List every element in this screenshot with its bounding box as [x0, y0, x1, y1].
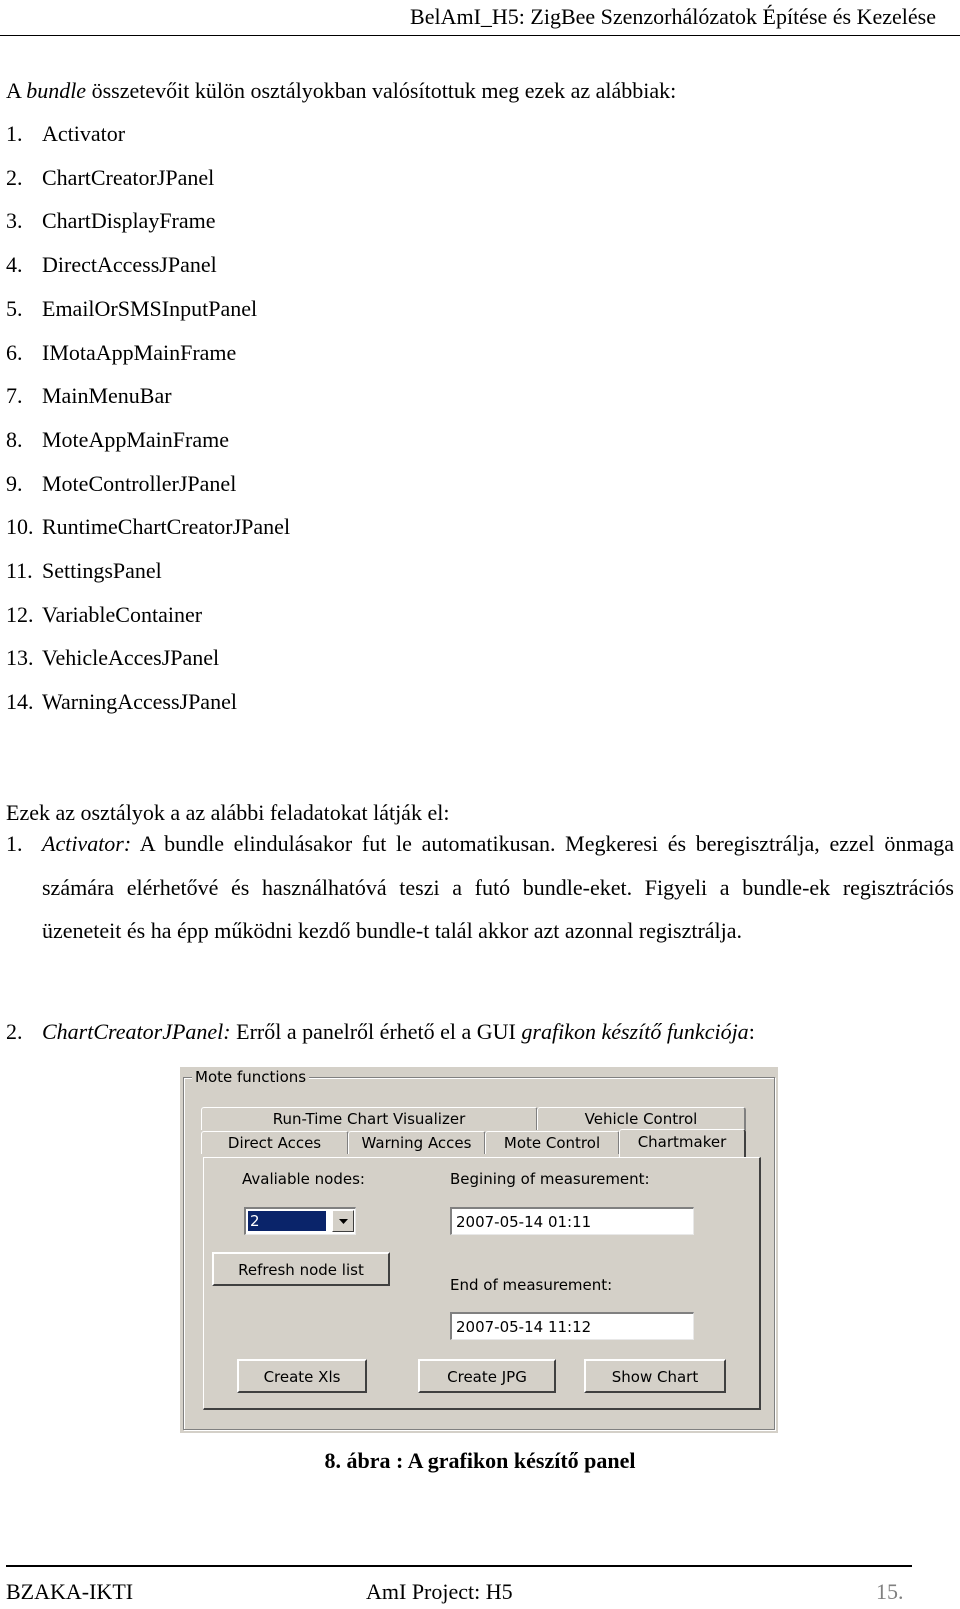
tasks-intro: Ezek az osztályok a az alábbi feladatokat látják el: [6, 800, 450, 825]
list-item-number: 10. [6, 514, 34, 540]
node-select-value: 2 [248, 1211, 326, 1231]
list-item [6, 165, 214, 191]
intro-paragraph [6, 78, 676, 104]
create-jpg-button[interactable]: Create JPG [418, 1359, 556, 1393]
task-number: 2. [6, 1019, 23, 1044]
list-item-label: DirectAccessJPanel [42, 252, 217, 278]
list-item [6, 602, 202, 628]
task-term: ChartCreatorJPanel: [42, 1019, 231, 1044]
group-title: Mote functions [192, 1068, 309, 1086]
list-item-number: 4. [6, 252, 23, 278]
list-item-label: ChartDisplayFrame [42, 208, 216, 234]
task-number: 1. [6, 831, 23, 856]
task-text: A bundle elindulásakor fut le automatikusan. Megkeresi és beregisztrálja, ezzel önmaga számára elérhetővé és használhatóvá teszi a futó bundle-eket. Figyeli a bundle-ek regisztrációs üzeneteit és ha épp működni kezdő bundle-t talál akkor azt azonnal regisztrálja. [42, 831, 954, 944]
list-item-number: 14. [6, 689, 34, 715]
task-text: Erről a panelről érhető el a GUI [230, 1019, 522, 1044]
task-term: Activator: [42, 831, 132, 856]
task-item-chartcreator [6, 1010, 954, 1054]
list-item [6, 296, 257, 322]
intro-suffix: összetevőit külön osztályokban valósítottuk meg ezek az alábbiak: [86, 78, 677, 103]
list-item-label: EmailOrSMSInputPanel [42, 295, 258, 321]
tab-mote-control[interactable]: Mote Control [485, 1131, 620, 1154]
list-item-label: MoteControllerJPanel [42, 470, 237, 496]
list-item [6, 252, 217, 278]
list-item [6, 427, 229, 453]
list-item [6, 121, 125, 147]
begin-measurement-label: Begining of measurement: [450, 1170, 650, 1188]
page-header: BelAmI_H5: ZigBee Szenzorhálózatok Építése és Kezelése [410, 4, 936, 29]
footer-divider [6, 1565, 912, 1567]
list-item-label: ChartCreatorJPanel [42, 164, 215, 190]
node-select[interactable] [244, 1207, 356, 1235]
task-end: : [748, 1019, 755, 1044]
figure-caption: 8. ábra : A grafikon készítő panel [324, 1448, 636, 1473]
list-item-number: 9. [6, 470, 23, 496]
begin-measurement-input[interactable]: 2007-05-14 01:11 [450, 1207, 694, 1235]
header-divider [0, 35, 960, 36]
list-item-number: 2. [6, 164, 23, 190]
list-item-number: 8. [6, 426, 23, 452]
tab-direct-acces[interactable]: Direct Acces [201, 1131, 349, 1154]
list-item-label: IMotaAppMainFrame [42, 339, 237, 365]
list-item-number: 1. [6, 121, 23, 146]
chevron-down-icon[interactable] [332, 1210, 354, 1232]
list-item [6, 471, 236, 497]
list-item-label: VariableContainer [42, 601, 203, 627]
list-item [6, 208, 216, 234]
tab-warning-acces[interactable]: Warning Acces [348, 1131, 486, 1154]
available-nodes-label: Avaliable nodes: [242, 1170, 365, 1188]
list-item-label: VehicleAccesJPanel [42, 645, 220, 671]
list-item-label: RuntimeChartCreatorJPanel [42, 514, 291, 540]
list-item [6, 383, 172, 409]
list-item-number: 13. [6, 645, 34, 671]
tab-vehicle-control[interactable]: Vehicle Control [537, 1107, 746, 1130]
list-item-number: 12. [6, 601, 34, 627]
task-emphasis: grafikon készítő funkciója [521, 1019, 749, 1044]
list-item [6, 340, 236, 366]
list-item [6, 558, 162, 584]
tab-chartmaker[interactable]: Chartmaker [619, 1129, 746, 1157]
list-item-label: MoteAppMainFrame [42, 426, 229, 452]
intro-emphasis: bundle [26, 78, 87, 103]
list-item-label: SettingsPanel [42, 558, 162, 583]
list-item-label: WarningAccessJPanel [42, 689, 237, 715]
tab-runtime-chart[interactable]: Run-Time Chart Visualizer [201, 1107, 538, 1130]
list-item-label: Activator [42, 121, 126, 146]
list-item-number: 11. [6, 558, 33, 583]
end-measurement-label: End of measurement: [450, 1276, 613, 1294]
intro-prefix: A [6, 78, 27, 103]
list-item-number: 3. [6, 208, 23, 234]
list-item-number: 6. [6, 339, 23, 365]
task-item-activator [6, 822, 954, 953]
chartmaker-screenshot [180, 1067, 778, 1433]
list-item-number: 7. [6, 383, 23, 409]
create-xls-button[interactable]: Create Xls [237, 1359, 367, 1393]
list-item [6, 645, 219, 671]
list-item-label: MainMenuBar [42, 383, 172, 409]
end-measurement-input[interactable]: 2007-05-14 11:12 [450, 1312, 694, 1340]
list-item-number: 5. [6, 295, 23, 321]
list-item [6, 514, 290, 540]
refresh-node-list-button[interactable]: Refresh node list [212, 1252, 390, 1286]
show-chart-button[interactable]: Show Chart [584, 1359, 726, 1393]
page-number: 15. [876, 1579, 904, 1604]
footer-center: AmI Project: H5 [366, 1579, 513, 1604]
list-item [6, 689, 237, 715]
footer-left: BZAKA-IKTI [6, 1579, 134, 1604]
